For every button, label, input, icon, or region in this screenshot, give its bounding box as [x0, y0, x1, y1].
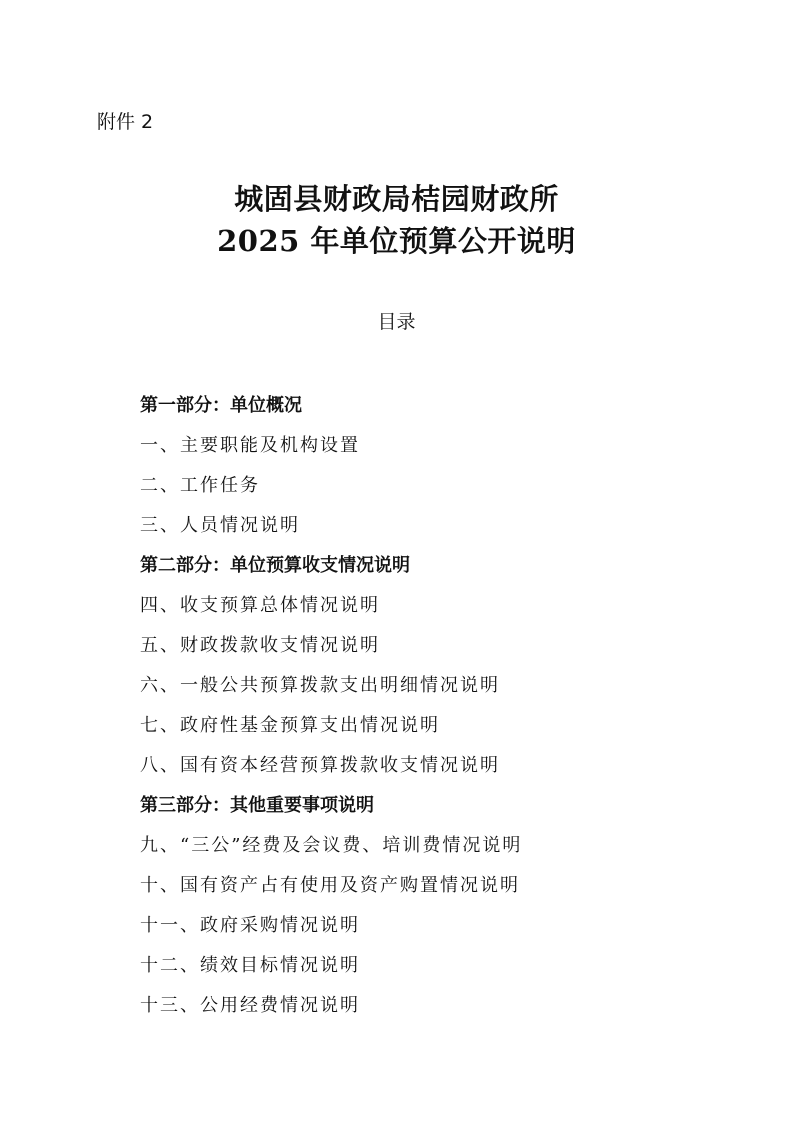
toc-entry: 六、一般公共预算拨款支出明细情况说明	[140, 675, 500, 696]
toc-entry: 三、人员情况说明	[140, 515, 300, 536]
toc-entry: 八、国有资本经营预算拨款收支情况说明	[140, 755, 500, 776]
document-title-line-1: 城固县财政局桔园财政所	[234, 182, 559, 216]
toc-heading: 目录	[377, 311, 416, 333]
toc-section-part-1: 第一部分：单位概况	[140, 395, 302, 416]
toc-entry: 十一、政府采购情况说明	[140, 915, 360, 936]
table-of-contents	[140, 386, 740, 1026]
toc-entry: 一、主要职能及机构设置	[140, 435, 360, 456]
document-title-line-2: 2025 年单位预算公开说明	[217, 224, 576, 258]
toc-entry: 十、国有资产占有使用及资产购置情况说明	[140, 875, 520, 896]
toc-entry: 五、财政拨款收支情况说明	[140, 635, 380, 656]
toc-entry: 十三、公用经费情况说明	[140, 995, 360, 1016]
toc-entry: 九、“三公”经费及会议费、培训费情况说明	[140, 835, 523, 856]
toc-entry: 四、收支预算总体情况说明	[140, 595, 380, 616]
toc-section-part-2: 第二部分：单位预算收支情况说明	[140, 555, 410, 576]
attachment-label: 附件 2	[97, 111, 154, 133]
toc-entry: 二、工作任务	[140, 475, 260, 496]
toc-section-part-3: 第三部分：其他重要事项说明	[140, 795, 374, 816]
toc-entry: 七、政府性基金预算支出情况说明	[140, 715, 440, 736]
toc-entry: 十二、绩效目标情况说明	[140, 955, 360, 976]
